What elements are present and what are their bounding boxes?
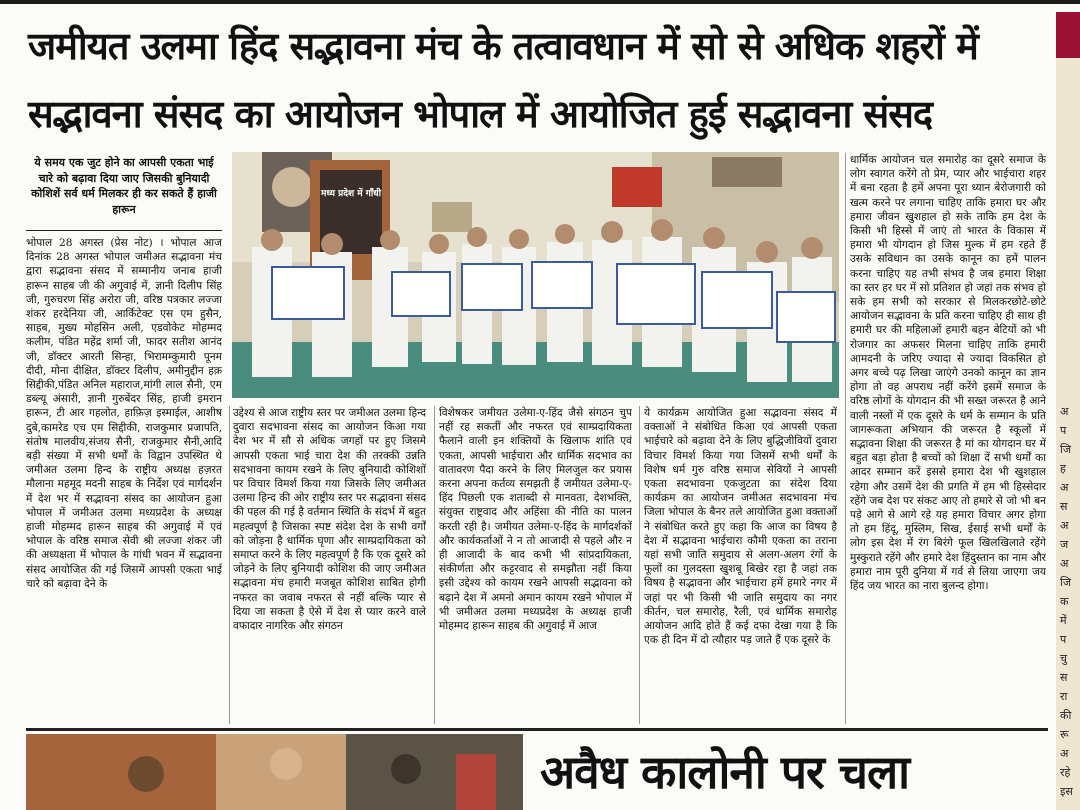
article-column-4: ये कार्यक्रम आयोजित हुआ सद्भावना संसद में वक्ताओं ने संबोधित किआ एवं आपसी एकता भाईचारे को बढ़ावा देने के लिए बुद्धिजीवियों दुवारा विचार विमर्श किया गया जिसमें सभी धर्मों के विशेष धर्म गुरु वरिष्ठ समाज सेवियों ने आपसी एकता सदभावना एकजुटता का संदेश दिया कार्यक्रम का आयोजन जमीअत सदभावना मंच जिला भोपाल के बैनर तले आयोजित हुआ वक्ताओं ने संबोधित करते हुए कहा कि आज का विषय है देश में सद्भावना भाईचारा कौमी एकता का तराना यहां सभी जाति समुदाय से अलग-अलग रंगों के फूलों का गुलदस्ता खुशबू बिखेर रहा है जहां तक विषय है सद्भावना और भाईचारा हमें हमारे नगर में जहां पर भी किसी भी जाति समुदाय का नगर कीर्तन, चल समारोह, रैली, एवं धार्मिक समारोह आयोजन आदि होते हैं कई दफा देखा गया है कि एक ही दिन में दो त्यौहार पड़ जाते हैं एक दूसरे के (644, 407, 837, 647)
column-divider (434, 406, 435, 724)
subheading-rule (26, 230, 222, 231)
subheading: ये समय एक जुट होने का आपसी एकता भाई चारे को बढ़ावा दिया जाए जिसकी बुनियादी कोशिशें सर्व धर्म मिलकर ही कर सकते हैं हाजी हारून (31, 156, 217, 216)
headline-line-2: सद्भावना संसद का आयोजन भोपाल में आयोजित हुई सद्भावना संसद (28, 92, 933, 136)
headline-line-1: जमीयत उलमा हिंद सद्भावना मंच के तत्वावधान में सो से अधिक शहरों में (28, 24, 978, 68)
bottom-headline: अवैध कालोनी पर चला (540, 745, 910, 799)
adjacent-page-banner (1056, 12, 1080, 58)
column-divider (229, 406, 230, 724)
adjacent-page-text-fragments: अ प जि ह अ स अ ज अ जि क में प चु स रा की रू अ रहे इस (1060, 405, 1073, 798)
article-column-2: उद्देश्य से आज राष्ट्रीय स्तर पर जमीअत उलमा हिन्द दुवारा सदभावना संसद का आयोजन किआ गया देश भर में सौ से अधिक जगहों पर हुए जिसमे आपसी एकता भाई चारा देश की तरक्की उन्नति सदभावना कायम रखने के लिए बुनियादी कोशिशों पर विचार विमर्श किया गया जिसके लिए जमीअत उलमा हिन्द की ओर राष्ट्रीय स्तर पर सद्भावना संसद की पहल की गई है वर्तमान स्थिति के संदर्भ में बहुत महत्वपूर्ण है जिसका स्पष्ट संदेश देश के सभी वर्गों को जोड़ना है धार्मिक घृणा और साम्प्रदायिकता को समाप्त करने के लिए महत्वपूर्ण है कि एक दूसरे को जोड़ने के लिए बुनियादी कोशिश की जाए जमीअत सद्भावना मंच हमारी मजबूत कोशिश साबित होगी नफरत का जवाब नफरत से नहीं बल्कि प्यार से दिया जा सकता है ऐसे में देश से प्यार करने वाले वफादार नागरिक और संगठन (233, 407, 426, 633)
article-column-3: विशेषकर जमीयत उलेमा-ए-हिंद जैसे संगठन चुप नहीं रह सकतीं और नफरत एवं साम्प्रदायिकता फैलाने वाली इन शक्तियों के खिलाफ शांति एवं एकता, आपसी भाईचारा और धार्मिक सदभाव का वातावरण पैदा करने के लिए मिलजुल कर प्रयास करना अपना कर्तव्य समझती हैं जमीयत उलेमा-ए-हिंद पिछली एक शताब्दी से मानवता, देशभक्ति, संयुक्त राष्ट्रवाद और अहिंसा की नीति का पालन करती रही है। जमीयत उलेमा-ए-हिंद के मार्गदर्शकों और कार्यकर्ताओं ने न तो आजादी से पहले और न ही आजादी के बाद कभी भी सांप्रदायिकता, संकीर्णता और कट्टरवाद से समझौता नहीं किया इसी उद्देश्य को कायम रखने आपसी सद्भावना को बढ़ाने देश में अमनो अमान कायम रखने भोपाल में भी जमीअत उलमा मध्यप्रदेश के अध्यक्ष हाजी मोहम्मद हारून साहब की अगुवाई में आज (439, 407, 632, 633)
article-column-5: धार्मिक आयोजन चल समारोह का दूसरे समाज के लोग स्वागत करेंगे तो प्रेम, प्यार और भाईचारा शहर में बना रहता है हमें अपना पूरा ध्यान बेरोजगारी को खत्म करने पर लगाना चाहिए ताकि हमारा घर और हमारा जीवन खुशहाल हो सके ताकि हम देश के किसी भी हिस्से में जाएं तो भारत के विकास में हमारा भी योगदान हो जिस मुल्क में हम रहते हैं उसके सविधान का उसके कानून का हमें पालन करना चाहिए यह तभी संभव है जब हमारा शिक्षा का स्तर हर घर में सो प्रतिशत हो जहां तक संभव हो सके हम सभी को सरकार से मिलकरछोटे-छोटे आयोजन सद्भावना के प्रति करना चाहिए ही साथ ही हमारी घर की महिलाओं हमारी बहन बेटियों को भी रोजगार का अफसर मिलना चाहिए ताकि हमारी आमदनी के जरिए ज्यादा से ज्यादा विकसित हो अगर बच्चे पढ़ लिखा जाएंगे उनको कानून का ज्ञान होगा तो वह अपराध नहीं करेंगे इसमें समाज के वरिष्ठ लोगों के योगदान की भी सख्त जरूरत है आने वाली नस्लों में एक दूसरे के धर्म के सम्मान के प्रति जागरूकता अभियान की जरूरत है स्कूलों में सद्भावना शिक्षा की जरूरत है मां का योगदान घर में बहुत बड़ा होता है बच्चों को शिक्षा दें सभी धर्मों का आदर सम्मान करें इससे हमारा देश भी खुशहाल रहेगा और उसमें देश की प्रगति में हम भी हिस्सेदार रहेंगे जब देश पर संकट आए तो हमारे से जो भी बन पड़े आगे से आगे रहे यह हमारा विचार अगर होगा तो हम हिंदू, मुस्लिम, सिख, ईसाई सभी धर्मों के लोग इस देश में रंग बिरंगे फूल खिलखिलाते रहेंगे मुस्कुराते रहेंगे और हमारे देश हिंदुस्तान का नाम और हमारा नाम पूरी दुनिया में गर्व से लिया जाएगा जय हिंद जय भारत का नारा बुलन्द होगा। (850, 154, 1046, 593)
column-divider (639, 406, 640, 724)
article-bottom-rule (26, 728, 1048, 731)
event-photo (232, 152, 839, 398)
photo-sign-text: मध्य प्रदेश में गाँधी (320, 189, 382, 199)
column-divider (845, 153, 846, 724)
adjacent-page-strip (1056, 12, 1080, 810)
bottom-news-photo (26, 734, 523, 810)
article-column-1: भोपाल 28 अगस्त (प्रेस नोट) । भोपाल आज दिनांक 28 अगस्त भोपाल जमीअत सद्भावना मंच द्वारा सद्भावना संसद में सम्मानीय जनाब हाजी हारून साहब जी की अगुवाई में, ज्ञानी दिलीप सिंह जी, गुरुचरण सिंह अरोरा जी, वरिष्ठ पत्रकार लज्जा शंकर हरदेनिया जी, आर्किटेक्ट एस एम हुसैन, साहब, मुख्य मोहसिन अली, एडवोकेट मोहम्मद कलीम, पंडित महेंद्र शर्मा जी, फादर सतीश आनंद जी, डॉक्टर आरती सिन्हा, भिरामम्कुमारी पूनम दीदी, मोना दीक्षित, डॉक्टर दिलीप, अमीनुद्दीन हक़ सिद्दीकी,पंडित अनिल महाराज,मांगी लाल सैनी, एम डब्ल्यू अंसारी, ज्ञानी गुरुबेंदर सिंह, हाजी इमरान हारून, टी आर गहलोत, हाफ़िज़ इस्माईल, आशीष दुबे,कामरेड एच एम सिद्दीकी, राजकुमार प्रजापति, संतोष मालवीय,संजय सैनी, राजकुमार सैनी,आदि बड़ी संख्या में सभी धर्मों के विद्वान उपस्थित थे जमीअत उलमा हिन्द के राष्ट्रीय अध्यक्ष हज़रत मौलाना महमूद मदनी साहब के निर्देश एवं मार्गदर्शन में देश भर में सद्भावना संसद का आयोजन हुआ भोपाल में जमीअत उलमा मध्यप्रदेश के अध्यक्ष हाजी मोहम्मद हारून साहब की अगुवाई में एवं भोपाल के वरिष्ठ समाज सेवी श्री लज्जा शंकर जी की अध्यक्षता में भोपाल के गांधी भवन में सद्भावना संसद आयोजित की गई जिसमें आपसी एकता भाई चारे को बढ़ावा देने के (26, 237, 222, 590)
page-top-rule (0, 0, 1080, 4)
